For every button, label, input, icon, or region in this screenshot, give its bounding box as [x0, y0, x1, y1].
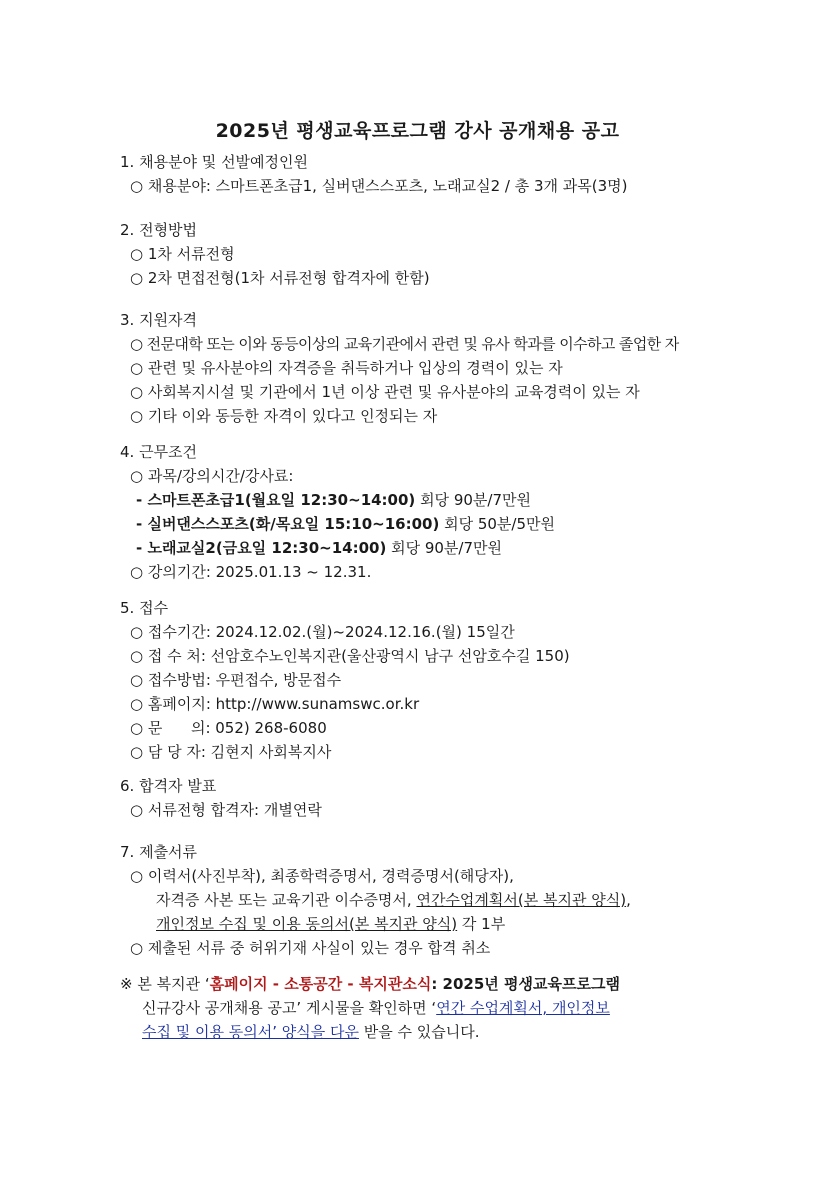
list-item: ○ 2차 면접전형(1차 서류전형 합격자에 한함) — [130, 269, 430, 287]
note-text: 받을 수 있습니다. — [358, 1023, 480, 1041]
section-heading: 3. 지원자격 — [120, 311, 198, 329]
list-item: ○ 접수방법: 우편접수, 방문접수 — [130, 671, 342, 689]
course-item — [120, 488, 555, 512]
course-item — [120, 512, 555, 536]
note-line — [120, 996, 720, 1020]
course-fee: 회당 90분/7만원 — [415, 491, 531, 509]
section-conditions — [120, 440, 555, 584]
note-text: : 2025년 평생교육프로그램 — [431, 975, 620, 993]
page-title: 2025년 평생교육프로그램 강사 공개채용 공고 — [215, 120, 620, 142]
list-item: ○ 접 수 처: 선암호수노인복지관(울산광역시 남구 선암호수길 150) — [130, 647, 570, 665]
doc-text: 자격증 사본 또는 교육기관 이수증명서, — [156, 891, 417, 909]
section-application — [120, 596, 570, 764]
list-item-continued — [120, 912, 631, 936]
course-name: - 노래교실2(금요일 12:30~14:00) — [136, 539, 387, 557]
course-fee: 회당 50분/5만원 — [439, 515, 555, 533]
section-heading: 2. 전형방법 — [120, 221, 198, 239]
section-heading: 5. 접수 — [120, 599, 169, 617]
doc-text: , — [626, 891, 631, 909]
list-item: ○ 담 당 자: 김현지 사회복지사 — [130, 743, 332, 761]
note-line — [120, 972, 720, 996]
section-heading: 1. 채용분야 및 선발예정인원 — [120, 153, 309, 171]
list-item: ○ 1차 서류전형 — [130, 245, 235, 263]
note-line — [120, 1020, 720, 1044]
course-item — [120, 536, 555, 560]
course-name: - 실버댄스스포츠(화/목요일 15:10~16:00) — [136, 515, 440, 533]
section-announcement — [120, 774, 322, 822]
download-forms-link[interactable]: 수집 및 이용 동의서’ 양식을 다운 — [142, 1023, 359, 1041]
note-text: ※ 본 복지관 ‘ — [120, 975, 210, 993]
list-item: ○ 이력서(사진부착), 최종학력증명서, 경력증명서(해당자), — [130, 867, 514, 885]
list-item: ○ 제출된 서류 중 허위기재 사실이 있는 경우 합격 취소 — [130, 939, 491, 957]
section-documents — [120, 840, 631, 960]
homepage-link[interactable]: ○ 홈페이지: http://www.sunamswc.or.kr — [130, 695, 420, 713]
notice-note — [120, 972, 720, 1044]
list-item: ○ 기타 이와 동등한 자격이 있다고 인정되는 자 — [130, 407, 438, 425]
section-qualifications — [120, 308, 679, 428]
note-text: 신규강사 공개채용 공고’ 게시물을 확인하면 ‘ — [142, 999, 437, 1017]
plan-form-text: 연간수업계획서(본 복지관 양식) — [416, 891, 627, 909]
course-name: - 스마트폰초급1(월요일 12:30~14:00) — [136, 491, 416, 509]
consent-form-text: 개인정보 수집 및 이용 동의서(본 복지관 양식) — [156, 915, 458, 933]
list-item: ○ 문 의: 052) 268-6080 — [130, 719, 327, 737]
section-heading: 7. 제출서류 — [120, 843, 198, 861]
list-item: ○ 서류전형 합격자: 개별연락 — [130, 801, 322, 819]
list-item-continued — [120, 888, 631, 912]
section-heading: 6. 합격자 발표 — [120, 777, 217, 795]
list-item: ○ 사회복지시설 및 기관에서 1년 이상 관련 및 유사분야의 교육경력이 있는 자 — [130, 383, 640, 401]
list-item: ○ 전문대학 또는 이와 동등이상의 교육기관에서 관련 및 유사 학과를 이수하고 졸업한 자 — [130, 335, 679, 353]
section-heading: 4. 근무조건 — [120, 443, 198, 461]
list-item: ○ 접수기간: 2024.12.02.(월)~2024.12.16.(월) 15일간 — [130, 623, 515, 641]
section-selection — [120, 218, 430, 290]
list-item: ○ 채용분야: 스마트폰초급1, 실버댄스스포츠, 노래교실2 / 총 3개 과목(3명) — [130, 177, 628, 195]
download-forms-link[interactable]: 연간 수업계획서, 개인정보 — [436, 999, 610, 1017]
course-fee: 회당 90분/7만원 — [386, 539, 502, 557]
list-item: ○ 관련 및 유사분야의 자격증을 취득하거나 입상의 경력이 있는 자 — [130, 359, 563, 377]
list-item: ○ 강의기간: 2025.01.13 ~ 12.31. — [130, 563, 372, 581]
doc-text: 각 1부 — [457, 915, 506, 933]
section-recruitment — [120, 150, 628, 198]
list-item: ○ 과목/강의시간/강사료: — [130, 467, 294, 485]
homepage-path: 홈페이지 - 소통공간 - 복지관소식 — [209, 975, 432, 993]
